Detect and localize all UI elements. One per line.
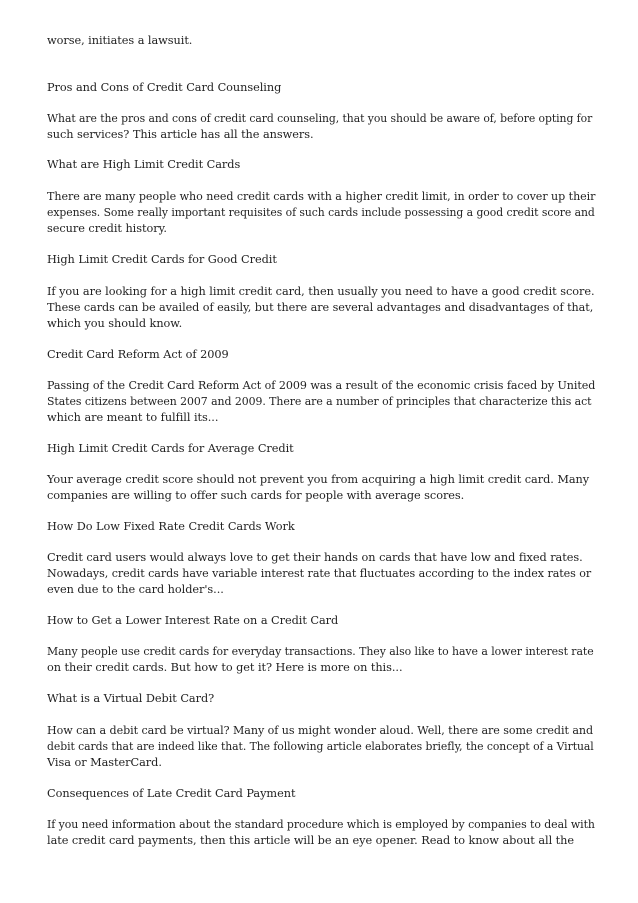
paragraph-line: Many people use credit cards for everyday transactions. They also like to have a lower interest rate xyxy=(47,645,594,658)
paragraph-line: worse, initiates a lawsuit. xyxy=(47,34,193,47)
paragraph-line: If you need information about the standard procedure which is employed by companies to deal with xyxy=(47,818,595,831)
article-heading-link[interactable]: How Do Low Fixed Rate Credit Cards Work xyxy=(47,520,295,533)
article-heading-link[interactable]: What are High Limit Credit Cards xyxy=(47,158,241,171)
paragraph-line: on their credit cards. But how to get it? Here is more on this... xyxy=(47,661,403,674)
paragraph-line: Your average credit score should not prevent you from acquiring a high limit credit card. Many xyxy=(47,473,590,486)
paragraph-line: secure credit history. xyxy=(47,222,167,235)
paragraph-line: which are meant to fulfill its... xyxy=(47,411,219,424)
paragraph-line: even due to the card holder's... xyxy=(47,583,224,596)
article-heading-link[interactable]: Consequences of Late Credit Card Payment xyxy=(47,787,296,800)
paragraph-line: How can a debit card be virtual? Many of us might wonder aloud. Well, there are some credit and xyxy=(47,724,594,737)
article-heading-link[interactable]: How to Get a Lower Interest Rate on a Credit Card xyxy=(47,614,339,627)
paragraph-line: which you should know. xyxy=(47,317,183,330)
paragraph-line: Visa or MasterCard. xyxy=(47,756,162,769)
paragraph-line: Credit card users would always love to get their hands on cards that have low and fixed rates. xyxy=(47,551,583,564)
paragraph-line: What are the pros and cons of credit card counseling, that you should be aware of, before opting for xyxy=(47,112,593,125)
paragraph-line: These cards can be availed of easily, but there are several advantages and disadvantages of that, xyxy=(47,301,594,314)
paragraph-line: expenses. Some really important requisites of such cards include possessing a good credit score and xyxy=(47,206,595,219)
paragraph-line: There are many people who need credit cards with a higher credit limit, in order to cover up their xyxy=(47,190,596,203)
article-heading-link[interactable]: High Limit Credit Cards for Average Credit xyxy=(47,442,294,455)
paragraph-line: Nowadays, credit cards have variable interest rate that fluctuates according to the index rates or xyxy=(47,567,592,580)
article-heading-link[interactable]: Pros and Cons of Credit Card Counseling xyxy=(47,81,282,94)
article-heading-link[interactable]: What is a Virtual Debit Card? xyxy=(47,692,215,705)
paragraph-line: such services? This article has all the answers. xyxy=(47,128,314,141)
paragraph-line: late credit card payments, then this article will be an eye opener. Read to know about all the xyxy=(47,834,575,847)
paragraph-line: companies are willing to offer such cards for people with average scores. xyxy=(47,489,465,502)
article-heading-link[interactable]: Credit Card Reform Act of 2009 xyxy=(47,348,229,361)
paragraph-line: If you are looking for a high limit credit card, then usually you need to have a good credit score. xyxy=(47,285,595,298)
paragraph-line: Passing of the Credit Card Reform Act of 2009 was a result of the economic crisis faced by United xyxy=(47,379,596,392)
article-heading-link[interactable]: High Limit Credit Cards for Good Credit xyxy=(47,253,277,266)
paragraph-line: debit cards that are indeed like that. The following article elaborates briefly, the concept of a Virtual xyxy=(47,740,594,753)
paragraph-line: States citizens between 2007 and 2009. There are a number of principles that characterize this act xyxy=(47,395,592,408)
